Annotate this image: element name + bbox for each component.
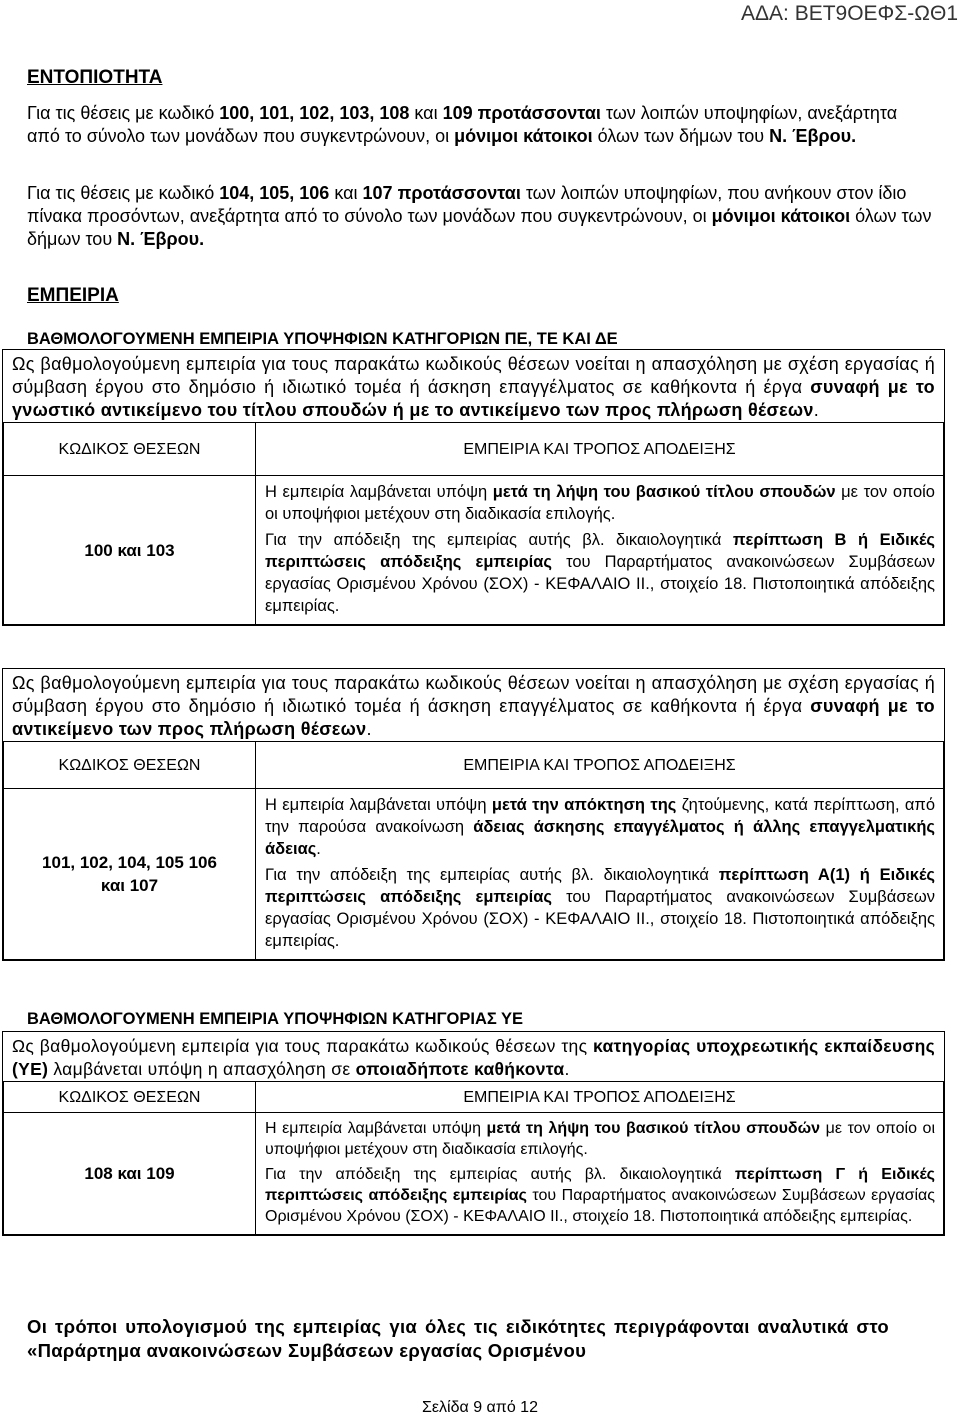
text-span: και xyxy=(329,183,363,203)
experience-block-3 xyxy=(2,1031,945,1236)
page-number: Σελίδα 9 από 12 xyxy=(422,1399,538,1416)
text-span: και xyxy=(409,103,443,123)
text-span: Η εμπειρία λαμβάνεται υπόψη xyxy=(265,483,493,501)
text-span: όλων των δήμων του xyxy=(27,206,932,249)
emphasis-bold: συναφή με το γνωστικό αντικείμενο του τίτλου σπουδών ή με το αντικείμενο των προς πλήρωση θέσεων xyxy=(12,377,935,420)
text-span: . xyxy=(316,840,321,858)
entopiotita-title: ΕΝΤΟΠΙΟΤΗΤΑ xyxy=(27,67,163,88)
text-span: ζητούμενης, κατά περίπτωση, από την παρούσα ανακοίνωση xyxy=(265,796,935,836)
text-span: των λοιπών υποψηφίων, που ανήκουν στον ίδιο πίνακα προσόντων, ανεξάρτητα από το σύνολο των μονάδων που συγκεντρώνουν, οι xyxy=(27,183,907,226)
block-1-intro xyxy=(3,350,944,422)
text-span: των λοιπών υποψηφίων, ανεξάρτητα από το σύνολο των μονάδων που συγκεντρώνουν, οι xyxy=(27,103,898,146)
text-span: Για τις θέσεις με κωδικό xyxy=(27,183,220,203)
text-span: του Παραρτήματος ανακοινώσεων Συμβάσεων εργασίας Ορισμένου Χρόνου (ΣΟΧ) - ΚΕΦΑΛΑΙΟ ΙΙ., στοιχείο 18. Πιστοποιητικά απόδειξης εμπειρίας. xyxy=(265,1187,935,1225)
emphasis-bold: περίπτωση Β ή Ειδικές περιπτώσεις απόδειξης εμπειρίας xyxy=(265,531,935,571)
codes-bold: 100, 101, 102, 103, 108 xyxy=(219,103,410,123)
emphasis-bold: συναφή με το αντικείμενο των προς πλήρωση θέσεων xyxy=(12,696,935,739)
emphasis-bold: μετά τη λήψη του βασικού τίτλου σπουδών xyxy=(486,1120,821,1137)
text-span: Η εμπειρία λαμβάνεται υπόψη xyxy=(265,1120,487,1137)
text-span: λαμβάνεται υπόψη η απασχόληση σε xyxy=(48,1059,356,1079)
emphasis-bold: μετά την απόκτηση της xyxy=(491,796,677,814)
heading-ye: ΒΑΘΜΟΛΟΓΟΥΜΕΝΗ ΕΜΠΕΙΡΙΑ ΥΠΟΨΗΦΙΩΝ ΚΑΤΗΓΟΡΙΑΣ ΥΕ xyxy=(27,1010,524,1028)
code-cell: 108 και 109 xyxy=(4,1113,256,1235)
codes-bold: 109 xyxy=(442,103,473,123)
emphasis-bold: άδειας άσκησης επαγγέλματος ή άλλης επαγγελματικής άδειας xyxy=(265,818,935,858)
experience-block-1 xyxy=(2,349,945,626)
col-header-code: ΚΩΔΙΚΟΣ ΘΕΣΕΩΝ xyxy=(4,1082,256,1113)
text-span: όλων των δήμων του xyxy=(592,126,770,146)
block-1-table xyxy=(3,422,944,625)
region-bold: Ν. Έβρου. xyxy=(117,229,205,249)
col-header-experience: ΕΜΠΕΙΡΙΑ ΚΑΙ ΤΡΟΠΟΣ ΑΠΟΔΕΙΞΗΣ xyxy=(256,742,944,789)
description-cell xyxy=(256,789,944,960)
block-3-intro xyxy=(3,1032,944,1081)
entopiotita-paragraph-2 xyxy=(27,182,932,251)
emphasis-bold: οποιαδήποτε καθήκοντα xyxy=(355,1059,565,1079)
table-row xyxy=(4,789,944,960)
code-cell: 100 και 103 xyxy=(4,476,256,625)
table-header-row xyxy=(4,1082,944,1113)
block-2-table xyxy=(3,741,944,960)
emphasis-bold: περίπτωση Γ ή Ειδικές περιπτώσεις απόδειξης εμπειρίας xyxy=(265,1166,935,1204)
codes-bold: 104, 105, 106 xyxy=(219,183,330,203)
text-span: Ως βαθμολογούμενη εμπειρία για τους παρακάτω κωδικούς θέσεων της xyxy=(12,1036,593,1056)
block-2-intro xyxy=(3,669,944,741)
keyword-bold: μόνιμοι κάτοικοι xyxy=(454,126,593,146)
col-header-experience: ΕΜΠΕΙΡΙΑ ΚΑΙ ΤΡΟΠΟΣ ΑΠΟΔΕΙΞΗΣ xyxy=(256,1082,944,1113)
col-header-code: ΚΩΔΙΚΟΣ ΘΕΣΕΩΝ xyxy=(4,742,256,789)
table-header-row xyxy=(4,742,944,789)
heading-pe-te-de: ΒΑΘΜΟΛΟΓΟΥΜΕΝΗ ΕΜΠΕΙΡΙΑ ΥΠΟΨΗΦΙΩΝ ΚΑΤΗΓΟΡΙΩΝ ΠΕ, ΤΕ ΚΑΙ ΔΕ xyxy=(27,330,618,348)
text-span: του Παραρτήματος ανακοινώσεων Συμβάσεων εργασίας Ορισμένου Χρόνου (ΣΟΧ) - ΚΕΦΑΛΑΙΟ ΙΙ., στοιχείο 18. Πιστοποιητικά απόδειξης εμπειρίας. xyxy=(265,888,935,950)
table-header-row xyxy=(4,423,944,476)
emphasis-bold: κατηγορίας υποχρεωτικής εκπαίδευσης (ΥΕ) xyxy=(12,1036,935,1079)
text-span: Η εμπειρία λαμβάνεται υπόψη xyxy=(265,796,492,814)
code-cell xyxy=(4,789,256,960)
emphasis-bold: περίπτωση Α(1) ή Ειδικές περιπτώσεις απόδειξης εμπειρίας xyxy=(265,866,935,906)
text-span: Για την απόδειξη της εμπειρίας αυτής βλ. δικαιολογητικά xyxy=(265,1166,735,1183)
code-line: και 107 xyxy=(100,876,159,895)
col-header-experience: ΕΜΠΕΙΡΙΑ ΚΑΙ ΤΡΟΠΟΣ ΑΠΟΔΕΙΞΗΣ xyxy=(256,423,944,476)
text-span: . xyxy=(564,1059,570,1079)
calculation-methods-paragraph: Οι τρόποι υπολογισμού της εμπειρίας για όλες τις ειδικότητες περιγράφονται αναλυτικά στο «Παράρτημα ανακοινώσεων Συμβάσεων εργασίας Ορισμένου xyxy=(27,1316,889,1361)
text-span: . xyxy=(366,719,372,739)
text-span: Για τις θέσεις με κωδικό xyxy=(27,103,220,123)
emphasis-bold: μετά τη λήψη του βασικού τίτλου σπουδών xyxy=(492,483,836,501)
ada-code: ΑΔΑ: ΒΕΤ9ΟΕΦΣ-ΩΘ1 xyxy=(740,2,958,25)
description-cell xyxy=(256,476,944,625)
text-span: του Παραρτήματος ανακοινώσεων Συμβάσεων εργασίας Ορισμένου Χρόνου (ΣΟΧ) - ΚΕΦΑΛΑΙΟ ΙΙ., στοιχείο 18. Πιστοποιητικά απόδειξης εμπειρίας. xyxy=(265,553,935,615)
text-span: . xyxy=(813,400,820,420)
table-row xyxy=(4,476,944,625)
col-header-code: ΚΩΔΙΚΟΣ ΘΕΣΕΩΝ xyxy=(4,423,256,476)
text-span: Για την απόδειξη της εμπειρίας αυτής βλ. δικαιολογητικά xyxy=(265,531,733,549)
table-row xyxy=(4,1113,944,1235)
entopiotita-paragraph-1 xyxy=(27,102,907,148)
experience-block-2 xyxy=(2,668,945,961)
codes-bold: 107 xyxy=(362,183,393,203)
keyword-bold: μόνιμοι κάτοικοι xyxy=(711,206,851,226)
keyword-bold: προτάσσονται xyxy=(397,183,521,203)
empeiria-title: ΕΜΠΕΙΡΙΑ xyxy=(27,285,119,306)
block-3-table xyxy=(3,1081,944,1235)
description-cell xyxy=(256,1113,944,1235)
text-span: με τον οποίο οι υποψήφιοι μετέχουν στη διαδικασία επιλογής. xyxy=(265,483,935,523)
text-span: Ως βαθμολογούμενη εμπειρία για τους παρακάτω κωδικούς θέσεων νοείται η απασχόληση με σχέση εργασίας ή σύμβαση έργου στο δημόσιο ή ιδιωτικό τομέα ή άσκηση επαγγέλματος σε καθήκοντα ή έργα xyxy=(12,673,935,716)
region-bold: Ν. Έβρου. xyxy=(769,126,857,146)
text-span: Για την απόδειξη της εμπειρίας αυτής βλ. δικαιολογητικά xyxy=(265,866,719,884)
text-span: με τον οποίο οι υποψήφιοι μετέχουν στη διαδικασία επιλογής. xyxy=(265,1120,935,1158)
keyword-bold: προτάσσονται xyxy=(477,103,601,123)
text-span: Ως βαθμολογούμενη εμπειρία για τους παρακάτω κωδικούς θέσεων νοείται η απασχόληση με σχέση εργασίας ή σύμβαση έργου στο δημόσιο ή ιδιωτικό τομέα ή άσκηση επαγγέλματος σε καθήκοντα ή έργα xyxy=(12,354,935,397)
code-line: 101, 102, 104, 105 106 xyxy=(42,853,217,872)
